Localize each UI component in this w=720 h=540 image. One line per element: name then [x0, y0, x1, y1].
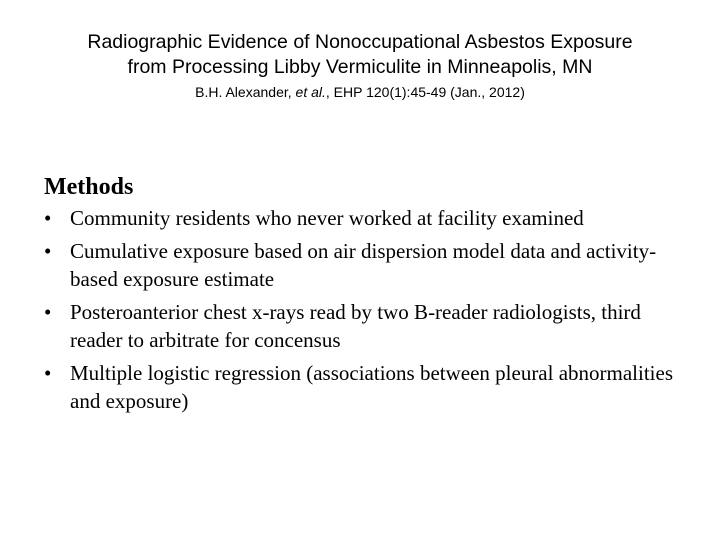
methods-heading: Methods — [44, 174, 134, 200]
title-line-2: from Processing Libby Vermiculite in Minneapolis, MN — [127, 56, 593, 78]
methods-section — [44, 172, 694, 420]
list-item-text: Multiple logistic regression (associations between pleural abnormalities and exposure) — [70, 361, 674, 413]
citation-authors: B.H. Alexander, — [195, 84, 296, 100]
list-item-text: Posteroanterior chest x-rays read by two B-reader radiologists, third reader to arbitrate for concensus — [70, 300, 641, 352]
citation-journal: , EHP 120(1):45-49 (Jan., 2012) — [325, 84, 525, 100]
list-item-text: Community residents who never worked at facility examined — [70, 206, 584, 230]
list-item — [44, 359, 694, 415]
list-item — [44, 298, 694, 354]
citation-etal: et al. — [295, 84, 326, 100]
title-line-1: Radiographic Evidence of Nonoccupational Asbestos Exposure — [87, 31, 633, 53]
methods-list — [44, 204, 694, 415]
bullet-icon: • — [44, 239, 52, 263]
bullet-icon: • — [44, 361, 52, 385]
bullet-icon: • — [44, 300, 52, 324]
list-item — [44, 237, 694, 293]
list-item-text: Cumulative exposure based on air dispersion model data and activity-based exposure estimate — [70, 239, 657, 291]
list-item — [44, 204, 694, 232]
citation — [30, 82, 690, 102]
bullet-icon: • — [44, 206, 52, 230]
slide-title — [30, 30, 690, 102]
